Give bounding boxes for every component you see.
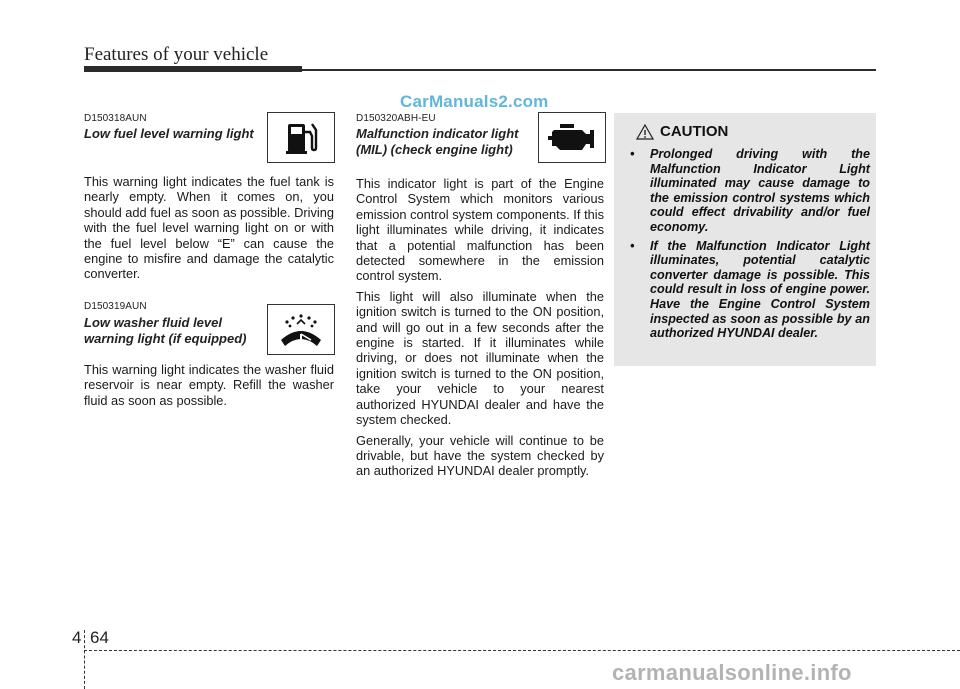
mil-paragraph-3: Generally, your vehicle will continue to be drivable, but have the system checked by an authorized HYUNDAI dealer promptly. [356, 432, 604, 479]
caution-header [636, 123, 728, 140]
footer-divider-horizontal [84, 650, 960, 651]
fuel-section-code: D150318AUN [84, 113, 147, 124]
washer-heading-line2: warning light (if equipped) [84, 331, 247, 346]
mil-section-body [356, 176, 604, 484]
washer-section-heading [84, 315, 246, 347]
fuel-pump-icon [281, 118, 321, 158]
header-rule-thin [302, 69, 876, 71]
watermark-bottom: carmanualsonline.info [612, 660, 852, 685]
mil-section-code: D150320ABH-EU [356, 113, 436, 124]
fuel-section-body: This warning light indicates the fuel tank is nearly empty. When it comes on, you should add fuel as soon as possible. Driving with the fuel level warning light on or with the fuel level below “E” can cause the engine to misfire and damage the catalytic converter. [84, 174, 334, 282]
mil-heading-line2: (MIL) (check engine light) [356, 142, 513, 157]
caution-title: CAUTION [660, 123, 729, 140]
caution-item [630, 239, 870, 341]
mil-icon-box [538, 112, 606, 163]
warning-triangle-icon [636, 124, 654, 140]
fuel-icon-box [267, 112, 335, 163]
washer-icon-box [267, 304, 335, 355]
bullet: • [630, 238, 635, 253]
caution-box [614, 113, 876, 366]
footer-divider-vertical [84, 630, 85, 689]
fuel-section-heading: Low fuel level warning light [84, 126, 254, 141]
header-rule-thick [84, 66, 302, 72]
caution-item-text: Prolonged driving with the Malfunction Indicator Light illuminated may cause damage to the emission control systems which could effect drivability and/or fuel economy. [650, 147, 870, 234]
caution-item [630, 147, 870, 235]
page-number: 64 [90, 628, 109, 647]
washer-heading-line1: Low washer fluid level [84, 315, 222, 330]
watermark-top: CarManuals2.com [400, 92, 549, 111]
page-header-title: Features of your vehicle [84, 44, 269, 65]
mil-paragraph-1: This indicator light is part of the Engine Control System which monitors various emission control system components. If this light illuminates while driving, it indicates that a potential malfunction has been detected somewhere in the emission control system. [356, 176, 604, 284]
mil-section-heading [356, 126, 519, 158]
washer-section-body: This warning light indicates the washer fluid reservoir is near empty. Refill the washer fluid as soon as possible. [84, 362, 334, 408]
caution-list [630, 147, 870, 345]
chapter-number: 4 [72, 628, 82, 647]
check-engine-icon [546, 120, 598, 156]
washer-section-code: D150319AUN [84, 301, 147, 312]
caution-item-text: If the Malfunction Indicator Light illuminates, potential catalytic converter damage is possible. This could result in loss of engine power. Have the Engine Control System inspected as soon as possible by an authorized HYUNDAI dealer. [650, 238, 870, 341]
bullet: • [630, 147, 635, 161]
mil-paragraph-2: This light will also illuminate when the ignition switch is turned to the ON position, and will go out in a few seconds after the engine is started. If it illuminates while driving, or does not illuminate when the ignition switch is turned to the ON position, take your vehicle to your nearest authorized HYUNDAI dealer and have the system checked. [356, 288, 604, 428]
mil-heading-line1: Malfunction indicator light [356, 126, 519, 141]
washer-fluid-icon [277, 310, 325, 350]
